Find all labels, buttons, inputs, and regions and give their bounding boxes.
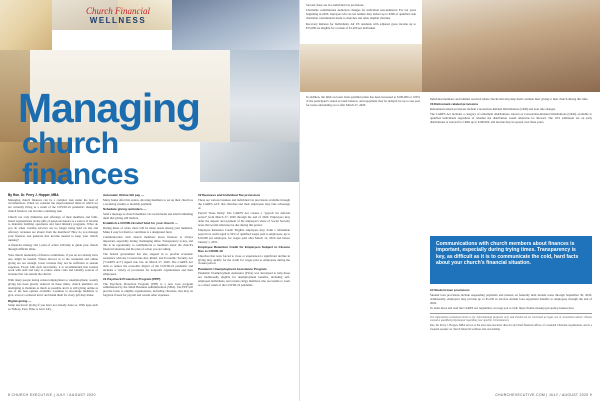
brand-bottom: WELLNESS (89, 16, 147, 25)
section-heading: Schedule giving reminders — (103, 207, 147, 212)
right-column-2 (430, 98, 592, 232)
paragraph: A financial strategy and a plan of action will help to guide your church through difficult times. (8, 243, 98, 252)
folio-left: 8 CHURCH EXECUTIVE | JULY / AUGUST 2020 (8, 393, 96, 397)
section-heading: Automatic Online bill pay — (103, 193, 145, 198)
paragraph: Churches that were forced to close or experienced a significant decline in giving may qualify for the credit for wages paid to employees during the closure period. (198, 253, 290, 266)
brand-logo (78, 6, 158, 25)
right-column-1 (306, 96, 420, 386)
pull-quote: Communications with church members about finances is important, especially during trying times. Transparency is key, as difficult as it is to communicate the cold, hard facts about your church's financial situation. (430, 236, 592, 284)
photo-desk (300, 44, 422, 92)
left-column-2 (103, 193, 193, 387)
left-column-1-body (8, 199, 98, 313)
paragraph: Charitable contributions deduction changes for individual non-itemizers: For tax years beginning in 2020, taxpayers who do not itemize may deduct up to $300 of qualified cash charitable contributions made to churches and other eligible charities. (306, 8, 416, 21)
paragraph: Church not only ministries and offerings of their members and faith-based organizations on the gifts of generous donors as a source of income to maintain building operations and fund ministry programs. What do you do when worship services are no longer being held on site and offertory revenues are absent from the members? How do you manage your finances and generate that income needed to keep your church running? (8, 214, 98, 243)
photo-documents (230, 50, 300, 142)
paragraph: During times of crisis, there will be many needs among your members. Make it easy for them to contribute to a designated fund. (103, 225, 193, 234)
left-column-3 (198, 193, 290, 387)
right-intro-text (306, 4, 416, 42)
paragraph: There are various business and individual tax provisions available through the CARES ACT that churches and their employees may take advantage of. (198, 197, 290, 210)
section-heading: #4 Student loan provisions (430, 288, 470, 293)
paragraph: In addition, the limit on loans from qualified plans has been increased to $100,000 or 100% of the participant's vested account balance, and repayment may be delayed for up to one year for loans outstanding on or after March 27, 2020. (306, 96, 420, 107)
paragraph: Communication with church members about finances is always important, especially during challenging times. Transparency is key, and this is an opportunity to communicate to members about the church's financial situation and the plan of action you are taking. (103, 234, 193, 251)
photo-coins (0, 0, 52, 50)
paragraph: To learn more and read the CARES Act legislation, we urge you to visit: https://home.treasury.gov/policy-issues/cares (430, 306, 574, 310)
article-headline (18, 85, 228, 191)
divider (430, 313, 592, 314)
paragraph: The CARES Act includes a category of retirement distributions, known as Coronavirus-Related Distributions (CRD), available to qualified individuals regardless of whether the distribution would otherwise be allowed. The 10% additional tax on early distributions is waived for CRDs up to $100,000, and income may be spread over three years. (430, 112, 592, 125)
photo-hands-counting (422, 0, 600, 92)
right-page (300, 0, 600, 401)
paragraph: Setup electronic giving if you have not already done so. With apps such as Tithe.ly, Easy Tithe or Give Lify. (8, 303, 98, 312)
right-column-3 (430, 288, 592, 386)
paragraph: Pandemic Unemployment Assistance (PUA) was developed to help those not traditionally eligible for unemployment benefits, including self-employed individuals, and certain clergy members who are unable to work as a direct result of the COVID-19 pandemic. (198, 271, 290, 288)
brand-top: Church Financial (86, 6, 150, 16)
paragraph: Payroll Taxes Delay: The CARES Act creates a "payroll tax deferral period" from March 27, 2020 through the end of 2020. Employers may defer the deposit and payment of the employer's share of Social Security taxes that would otherwise be due during this period. (198, 211, 290, 227)
left-column-1 (8, 193, 98, 387)
paragraph: Second, there are two individual tax provisions. (306, 4, 365, 7)
paragraph: Individual members and families received rebate checks that may help them continue their giving to their church during this time. (430, 98, 589, 101)
paragraph: Employee Retention Credit: Eligible employers may claim a refundable payroll tax credit equal to 50% of qualified wages paid to employees, up to $10,000 per employee, for wages paid after March 12, 2020 and before January 1, 2021. (198, 228, 290, 244)
folio-right: CHURCHEXECUTIVE.COM | JULY / AUGUST 2020 9 (495, 393, 592, 397)
section-heading: Establish a COVID-19 relief fund for your church — (103, 221, 178, 225)
paragraph: Your church leadership of finance committees, if you do not already have one, might be needed. Where discord as to the weekends and online giving are not enough, lower revenue may not be sufficient to sustain expenses. Faced with such uncertainty, it is recommended that leaders work with staff and laity to reduce some costs and identify sources of revenue that can sustain the church. (8, 252, 98, 277)
section-heading: Pandemic Unemployment Assistance Program (198, 266, 267, 271)
paragraph: Managing church finances can be a complex task under the best of circumstances. When we consider the unprecedented times in which we are currently living as a result of the COVID-19 pandemic, managing church finances can become a daunting task. (8, 197, 98, 214)
paragraph: The Paycheck Protection Program (PPP) is a new loan program administered by the Small Business Administration (SBA). The PPP will provide loans to eligible organizations, including churches, that may be forgiven if used for payroll and certain other expenses. (103, 281, 193, 298)
section-heading: #1 Paycheck Protection Program (PPP) (103, 276, 161, 281)
paragraph: The federal government has also stepped in to provide economic assistance with the Coronavirus Aid, Relief, and Economic Security Act ("CARES Act") signed into law on March 27, 2020. The CARES Act aims to reduce the economic impact of the COVID-19 pandemic and includes a variety of provisions for nonprofit organizations and their employees. (103, 252, 193, 276)
author-bio: Rev. Dr. Perry J. Hopper, MBA serves as the associate executive director and chief financial officer of a national Christian organization, and is a frequent speaker on church financial wellness and stewardship. (430, 324, 592, 331)
headline-line-2: church finances (22, 127, 139, 191)
section-heading: Employee Retention Credit for Employers Subject to Closure Due to COVID-19 (198, 245, 290, 254)
section-heading: #3 Retirement-related provisions (430, 102, 479, 107)
byline: By Ron. Dr. Perry J. Hopper, MBA (8, 193, 59, 197)
footnote: The information contained herein is for informational purposes only and should not be construed as legal, tax or investment advice. Please consult a qualified professional regarding your specific circumstances. (430, 315, 592, 323)
headline-line-1: Managing (18, 85, 200, 131)
paragraph: With many people losing related employment or unemployment, weekly giving has been greatly reduced. In these times, church members are attempting to maintain as much as possible and it is still giving online as one of the best options available. Continue to encourage members to give, even at a reduced level, and thank them for every gift they make. (8, 277, 98, 298)
paragraph: Send a message to church members via social media and email reminding them that giving still matters. (103, 211, 193, 220)
paragraph: Many banks offer this option, allowing members to set up their church as a recurring weekly or monthly payment. (103, 197, 193, 206)
photo-church-exterior (172, 0, 300, 50)
section-heading: Digital giving — (8, 298, 32, 303)
paragraph: Recovery Rebates for Individuals: All US residents with adjusted gross income up to $75,000 are eligible for a rebate of $1,200 per individual. (306, 21, 416, 30)
paragraph: Retirement-related provisions include Coronavirus-Related Distributions (CRD) and loan rule changes. (430, 107, 556, 111)
paragraph: Student loan provisions include suspending payments and interest on federally held student loans through September 30, 2020. Additionally, employers may provide up to $5,250 in tax-free student loan repayment benefits to employees through the end of 2020. (430, 292, 592, 305)
section-heading: #2 Business and Individual Tax provisions (198, 193, 261, 198)
